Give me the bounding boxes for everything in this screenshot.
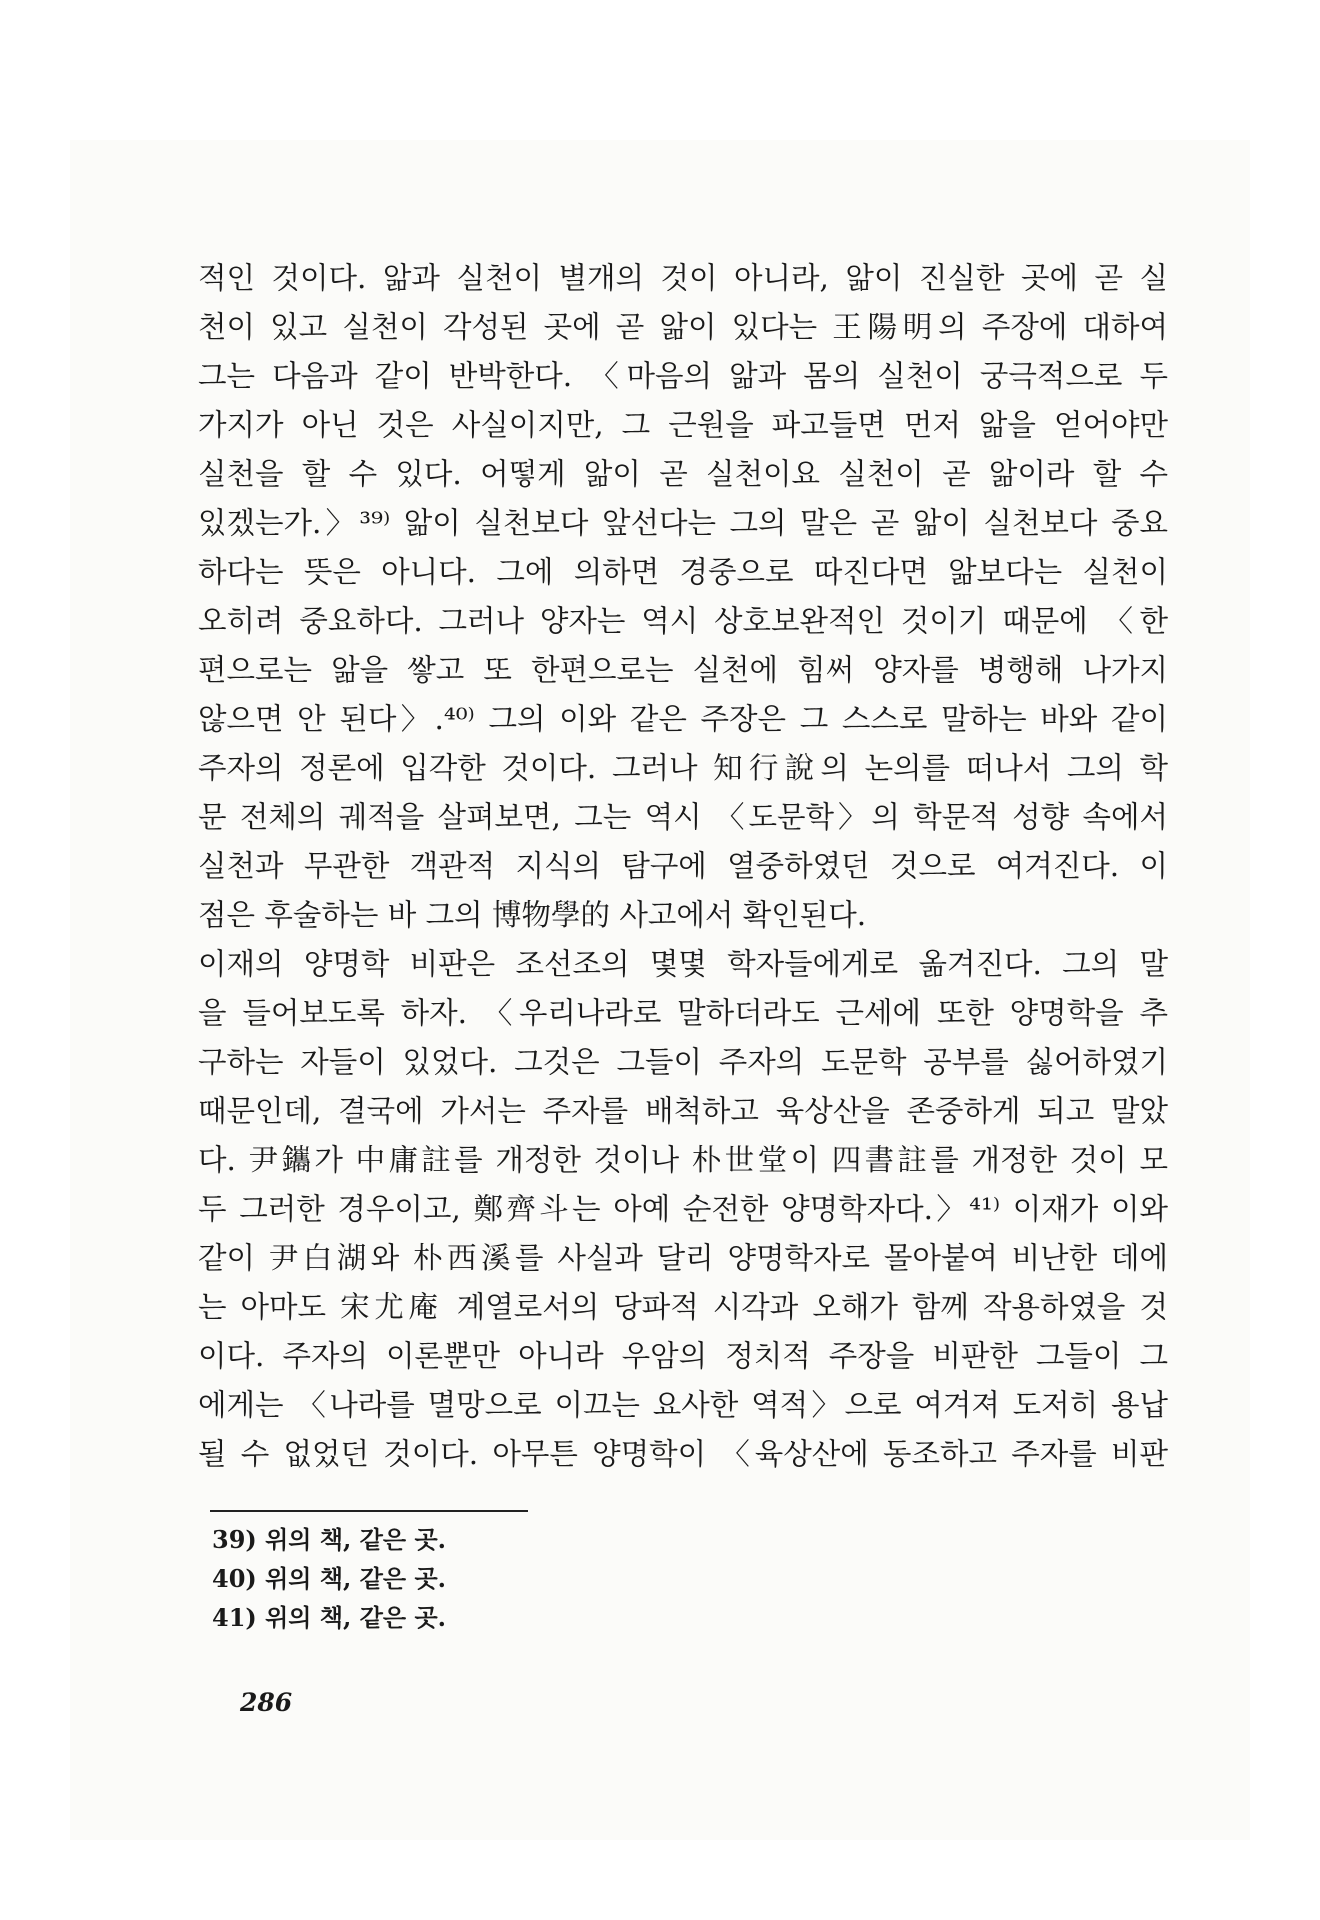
text-line-22: 는 아마도 宋尤庵 계열로서의 당파적 시각과 오해가 함께 작용하였을 것 xyxy=(198,1290,1168,1324)
text-line-13: 실천과 무관한 객관적 지식의 탐구에 열중하였던 것으로 여겨진다. 이 xyxy=(198,849,1168,883)
text-line-2: 천이 있고 실천이 각성된 곳에 곧 앎이 있다는 王陽明의 주장에 대하여 xyxy=(198,310,1168,344)
text-line-24: 에게는 〈나라를 멸망으로 이끄는 요사한 역적〉으로 여겨져 도저히 용납 xyxy=(198,1388,1168,1422)
text-line-15: 이재의 양명학 비판은 조선조의 몇몇 학자들에게로 옮겨진다. 그의 말 xyxy=(198,947,1168,981)
text-line-3: 그는 다음과 같이 반박한다. 〈마음의 앎과 몸의 실천이 궁극적으로 두 xyxy=(198,359,1168,393)
body-text xyxy=(198,254,1168,1479)
text-line-1: 적인 것이다. 앎과 실천이 별개의 것이 아니라, 앎이 진실한 곳에 곧 실 xyxy=(198,261,1168,295)
text-line-16: 을 들어보도록 하자. 〈우리나라로 말하더라도 근세에 또한 양명학을 추 xyxy=(198,996,1168,1030)
text-line-7: 하다는 뜻은 아니다. 그에 의하면 경중으로 따진다면 앎보다는 실천이 xyxy=(198,555,1168,589)
text-line-9: 편으로는 앎을 쌓고 또 한편으로는 실천에 힘써 양자를 병행해 나가지 xyxy=(198,653,1168,687)
text-line-18: 때문인데, 결국에 가서는 주자를 배척하고 육상산을 존중하게 되고 말았 xyxy=(198,1094,1168,1128)
text-line-5: 실천을 할 수 있다. 어떻게 앎이 곧 실천이요 실천이 곧 앎이라 할 수 xyxy=(198,457,1168,491)
text-line-10: 않으면 안 된다〉.⁴⁰⁾ 그의 이와 같은 주장은 그 스스로 말하는 바와 같이 xyxy=(198,702,1168,736)
text-line-11: 주자의 정론에 입각한 것이다. 그러나 知行說의 논의를 떠나서 그의 학 xyxy=(198,751,1168,785)
text-line-19: 다. 尹鑴가 中庸註를 개정한 것이나 朴世堂이 四書註를 개정한 것이 모 xyxy=(198,1143,1168,1177)
text-line-4: 가지가 아닌 것은 사실이지만, 그 근원을 파고들면 먼저 앎을 얻어야만 xyxy=(198,408,1168,442)
footnotes xyxy=(212,1520,612,1637)
text-line-20: 두 그러한 경우이고, 鄭齊斗는 아예 순전한 양명학자다.〉⁴¹⁾ 이재가 이와 xyxy=(198,1192,1168,1226)
text-line-6: 있겠는가.〉³⁹⁾ 앎이 실천보다 앞선다는 그의 말은 곧 앎이 실천보다 중요 xyxy=(198,506,1168,540)
footnote-39: 39) 위의 책, 같은 곳. xyxy=(212,1525,446,1554)
text-line-12: 문 전체의 궤적을 살펴보면, 그는 역시 〈도문학〉의 학문적 성향 속에서 xyxy=(198,800,1168,834)
text-line-25: 될 수 없었던 것이다. 아무튼 양명학이 〈육상산에 동조하고 주자를 비판 xyxy=(198,1437,1168,1471)
text-line-17: 구하는 자들이 있었다. 그것은 그들이 주자의 도문학 공부를 싫어하였기 xyxy=(198,1045,1168,1079)
text-line-23: 이다. 주자의 이론뿐만 아니라 우암의 정치적 주장을 비판한 그들이 그 xyxy=(198,1339,1168,1373)
footnote-40: 40) 위의 책, 같은 곳. xyxy=(212,1564,446,1593)
page-number: 286 xyxy=(240,1688,293,1717)
text-line-14: 점은 후술하는 바 그의 博物學的 사고에서 확인된다. xyxy=(198,898,867,932)
footnote-41: 41) 위의 책, 같은 곳. xyxy=(212,1603,446,1632)
text-line-21: 같이 尹白湖와 朴西溪를 사실과 달리 양명학자로 몰아붙여 비난한 데에 xyxy=(198,1241,1168,1275)
footnote-divider xyxy=(210,1510,528,1512)
text-line-8: 오히려 중요하다. 그러나 양자는 역시 상호보완적인 것이기 때문에 〈한 xyxy=(198,604,1168,638)
